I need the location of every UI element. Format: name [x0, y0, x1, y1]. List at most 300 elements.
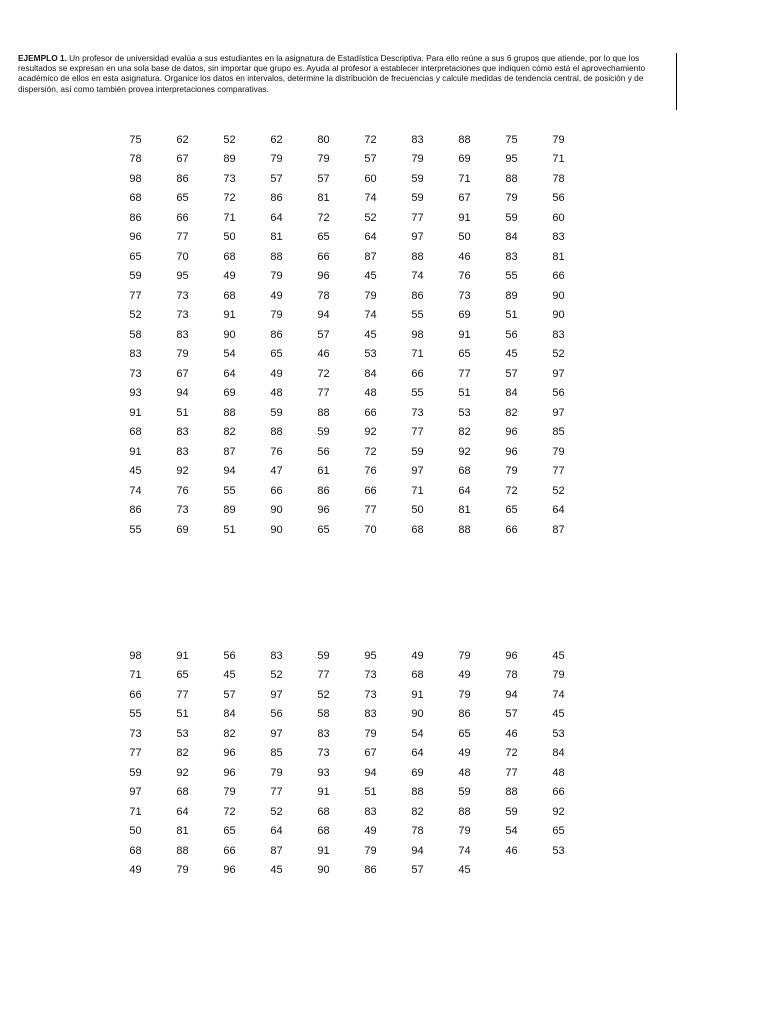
table-cell: 83: [364, 708, 377, 721]
table-cell: 88: [270, 426, 283, 439]
table-row: [112, 423, 582, 443]
table-cell: 96: [317, 504, 330, 517]
table-cell: 54: [505, 825, 518, 838]
table-cell: 88: [223, 406, 236, 419]
table-cell: 81: [270, 231, 283, 244]
table-cell: 71: [411, 348, 424, 361]
table-cell: 67: [176, 153, 189, 166]
table-cell: 91: [176, 649, 189, 662]
table-cell: 74: [364, 192, 377, 205]
table-cell: 91: [458, 211, 471, 224]
table-cell: 45: [505, 348, 518, 361]
table-cell: 72: [223, 805, 236, 818]
table-cell: 90: [270, 504, 283, 517]
table-cell: 53: [458, 406, 471, 419]
table-cell: 59: [129, 270, 142, 283]
table-cell: 57: [317, 172, 330, 185]
table-cell: 86: [270, 328, 283, 341]
table-cell: 94: [505, 688, 518, 701]
table-cell: 82: [223, 426, 236, 439]
table-cell: [535, 861, 582, 881]
table-cell: 72: [505, 484, 518, 497]
table-cell: 79: [505, 192, 518, 205]
table-row: [112, 724, 582, 744]
table-cell: 52: [129, 309, 142, 322]
table-cell: 56: [552, 192, 565, 205]
table-cell: 83: [176, 328, 189, 341]
table-cell: 97: [411, 231, 424, 244]
table-cell: 51: [176, 708, 189, 721]
table-cell: 45: [129, 465, 142, 478]
table-cell: 88: [317, 406, 330, 419]
table-cell: 52: [317, 688, 330, 701]
table-cell: 92: [552, 805, 565, 818]
table-cell: 91: [223, 309, 236, 322]
table-cell: 77: [458, 367, 471, 380]
table-cell: 52: [552, 348, 565, 361]
table-cell: 81: [552, 250, 565, 263]
table-row: [112, 841, 582, 861]
table-cell: 76: [458, 270, 471, 283]
table-cell: 93: [129, 387, 142, 400]
table-cell: 73: [364, 669, 377, 682]
table-cell: 77: [505, 766, 518, 779]
table-cell: 79: [411, 153, 424, 166]
table-cell: 89: [223, 504, 236, 517]
table-cell: 71: [458, 172, 471, 185]
table-cell: 87: [552, 523, 565, 536]
table-cell: 45: [552, 649, 565, 662]
table-cell: 70: [176, 250, 189, 263]
table-cell: 86: [317, 484, 330, 497]
table-cell: 74: [129, 484, 142, 497]
table-cell: 46: [505, 727, 518, 740]
table-cell: 74: [364, 309, 377, 322]
table-cell: 51: [364, 786, 377, 799]
table-cell: 78: [505, 669, 518, 682]
table-cell: 56: [223, 649, 236, 662]
table-cell: 90: [411, 708, 424, 721]
table-cell: 82: [505, 406, 518, 419]
table-cell: 48: [458, 766, 471, 779]
table-cell: 48: [552, 766, 565, 779]
table-cell: 83: [364, 805, 377, 818]
table-cell: 65: [317, 523, 330, 536]
table-cell: 76: [176, 484, 189, 497]
table-row: [112, 763, 582, 783]
table-cell: 77: [270, 786, 283, 799]
table-cell: 51: [223, 523, 236, 536]
table-cell: 67: [458, 192, 471, 205]
table-cell: 72: [505, 747, 518, 760]
table-cell: 78: [317, 289, 330, 302]
table-cell: 69: [458, 309, 471, 322]
table-cell: 54: [223, 348, 236, 361]
table-cell: 91: [129, 406, 142, 419]
exercise-text: Un profesor de universidad evalúa a sus estudiantes en la asignatura de Estadística Descriptiva. Para ello reúne a sus 6 grupos que atiende, por lo que los resultados se expresan en una sola base de datos, sin importar que grupo es. Ayuda al profesor a establecer interpretaciones que indiquen cómo está el aprovechamiento académico de ellos en esta asignatura. Organice los datos en intervalos, determine la distribución de frecuencias y calcule medidas de tendencia central, de posición y de dispersión, así como también provea interpretaciones comparativas.: [18, 53, 646, 94]
table-cell: 66: [505, 523, 518, 536]
table-cell: 66: [411, 367, 424, 380]
table-cell: 69: [223, 387, 236, 400]
table-cell: 51: [458, 387, 471, 400]
table-cell: 91: [129, 445, 142, 458]
table-cell: 96: [223, 864, 236, 877]
table-cell: 52: [223, 133, 236, 146]
table-cell: 64: [176, 805, 189, 818]
table-cell: 55: [129, 523, 142, 536]
table-cell: 76: [364, 465, 377, 478]
table-cell: 52: [364, 211, 377, 224]
table-cell: 73: [129, 367, 142, 380]
table-cell: 65: [176, 192, 189, 205]
table-row: [112, 208, 582, 228]
table-cell: 73: [129, 727, 142, 740]
table-cell: 83: [411, 133, 424, 146]
table-row: [112, 822, 582, 842]
table-row: [112, 228, 582, 248]
table-cell: 79: [364, 727, 377, 740]
table-cell: 57: [364, 153, 377, 166]
table-cell: 85: [552, 426, 565, 439]
table-cell: 84: [505, 387, 518, 400]
table-cell: 77: [176, 231, 189, 244]
table-row: [112, 646, 582, 666]
table-cell: 59: [411, 445, 424, 458]
table-cell: 88: [270, 250, 283, 263]
table-cell: 83: [129, 348, 142, 361]
table-cell: 57: [505, 367, 518, 380]
table-cell: 68: [129, 844, 142, 857]
table-cell: 73: [317, 747, 330, 760]
table-cell: 79: [364, 289, 377, 302]
table-cell: 45: [552, 708, 565, 721]
table-cell: 82: [458, 426, 471, 439]
table-cell: 97: [129, 786, 142, 799]
table-cell: 66: [129, 688, 142, 701]
table-row: [112, 384, 582, 404]
table-cell: 64: [270, 211, 283, 224]
table-cell: 76: [270, 445, 283, 458]
table-cell: 86: [364, 864, 377, 877]
table-cell: 66: [223, 844, 236, 857]
table-cell: 79: [364, 844, 377, 857]
table-cell: 88: [458, 805, 471, 818]
table-cell: 68: [458, 465, 471, 478]
table-row: [112, 501, 582, 521]
table-cell: 92: [364, 426, 377, 439]
table-cell: 65: [458, 727, 471, 740]
table-cell: 94: [317, 309, 330, 322]
table-cell: 66: [552, 270, 565, 283]
table-cell: 53: [552, 727, 565, 740]
table-cell: 55: [411, 387, 424, 400]
table-row: [112, 267, 582, 287]
table-cell: 77: [552, 465, 565, 478]
table-cell: 68: [223, 250, 236, 263]
scores-table-2: [112, 646, 582, 880]
table-cell: 81: [317, 192, 330, 205]
table-cell: 45: [270, 864, 283, 877]
table-cell: 59: [505, 805, 518, 818]
table-cell: 79: [270, 766, 283, 779]
table-cell: 94: [176, 387, 189, 400]
table-cell: 71: [223, 211, 236, 224]
table-cell: 49: [411, 649, 424, 662]
table-cell: 60: [552, 211, 565, 224]
table-cell: 53: [176, 727, 189, 740]
table-cell: 66: [270, 484, 283, 497]
table-row: [112, 520, 582, 540]
table-cell: 58: [317, 708, 330, 721]
table-cell: 91: [411, 688, 424, 701]
table-cell: 66: [317, 250, 330, 263]
table-cell: 83: [505, 250, 518, 263]
table-cell: 96: [129, 231, 142, 244]
table-cell: 90: [552, 309, 565, 322]
table-cell: 65: [317, 231, 330, 244]
table-cell: 52: [270, 669, 283, 682]
table-cell: 65: [458, 348, 471, 361]
table-cell: 73: [458, 289, 471, 302]
table-cell: 61: [317, 465, 330, 478]
table-row: [112, 705, 582, 725]
table-cell: 65: [552, 825, 565, 838]
table-cell: 83: [317, 727, 330, 740]
table-cell: 62: [176, 133, 189, 146]
table-row: [112, 403, 582, 423]
table-cell: 64: [364, 231, 377, 244]
table-cell: 82: [411, 805, 424, 818]
table-cell: 74: [411, 270, 424, 283]
scores-table-1: [112, 130, 582, 540]
table-cell: 86: [129, 211, 142, 224]
table-cell: 96: [317, 270, 330, 283]
table-cell: 94: [223, 465, 236, 478]
table-cell: 95: [364, 649, 377, 662]
table-cell: 90: [270, 523, 283, 536]
table-cell: 86: [411, 289, 424, 302]
table-cell: 80: [317, 133, 330, 146]
table-cell: 64: [270, 825, 283, 838]
table-cell: 66: [552, 786, 565, 799]
table-cell: 83: [176, 445, 189, 458]
table-cell: 95: [505, 153, 518, 166]
table-cell: 67: [364, 747, 377, 760]
table-cell: 72: [223, 192, 236, 205]
table-cell: 73: [223, 172, 236, 185]
table-cell: 59: [505, 211, 518, 224]
table-cell: 79: [176, 348, 189, 361]
table-cell: 49: [270, 289, 283, 302]
table-cell: 83: [176, 426, 189, 439]
table-cell: 77: [129, 289, 142, 302]
table-cell: 50: [129, 825, 142, 838]
table-cell: 96: [505, 445, 518, 458]
table-cell: 91: [458, 328, 471, 341]
exercise-statement: [18, 53, 676, 94]
table-cell: 87: [270, 844, 283, 857]
table-cell: 97: [411, 465, 424, 478]
table-cell: 79: [552, 669, 565, 682]
table-row: [112, 685, 582, 705]
table-cell: 98: [411, 328, 424, 341]
table-cell: 89: [223, 153, 236, 166]
table-cell: 97: [552, 406, 565, 419]
table-cell: 56: [270, 708, 283, 721]
table-cell: 82: [176, 747, 189, 760]
table-cell: 77: [317, 387, 330, 400]
table-cell: 71: [552, 153, 565, 166]
table-cell: 83: [270, 649, 283, 662]
table-cell: 65: [270, 348, 283, 361]
table-cell: 50: [411, 504, 424, 517]
table-cell: 98: [129, 649, 142, 662]
table-cell: 78: [411, 825, 424, 838]
table-cell: 64: [411, 747, 424, 760]
table-cell: 84: [223, 708, 236, 721]
table-cell: 84: [364, 367, 377, 380]
table-cell: 45: [223, 669, 236, 682]
table-cell: 49: [458, 747, 471, 760]
table-cell: 46: [505, 844, 518, 857]
table-cell: 59: [270, 406, 283, 419]
table-cell: 68: [129, 192, 142, 205]
table-cell: 92: [458, 445, 471, 458]
table-cell: 46: [317, 348, 330, 361]
table-row: [112, 462, 582, 482]
table-cell: 71: [129, 669, 142, 682]
table-cell: 53: [552, 844, 565, 857]
table-cell: 98: [129, 172, 142, 185]
table-cell: 86: [270, 192, 283, 205]
table-cell: [488, 861, 535, 881]
table-cell: 79: [223, 786, 236, 799]
table-cell: 68: [223, 289, 236, 302]
table-cell: 49: [129, 864, 142, 877]
table-cell: 56: [552, 387, 565, 400]
table-cell: 59: [411, 172, 424, 185]
table-cell: 62: [270, 133, 283, 146]
table-cell: 73: [364, 688, 377, 701]
table-cell: 77: [129, 747, 142, 760]
table-cell: 52: [270, 805, 283, 818]
table-cell: 88: [458, 523, 471, 536]
table-row: [112, 861, 582, 881]
table-cell: 79: [458, 825, 471, 838]
table-row: [112, 345, 582, 365]
table-row: [112, 286, 582, 306]
table-cell: 77: [364, 504, 377, 517]
table-cell: 73: [411, 406, 424, 419]
table-cell: 68: [129, 426, 142, 439]
table-row: [112, 442, 582, 462]
vertical-rule: [676, 53, 677, 110]
table-cell: 69: [411, 766, 424, 779]
table-cell: 53: [364, 348, 377, 361]
table-cell: 57: [505, 708, 518, 721]
table-cell: 96: [223, 747, 236, 760]
exercise-label: EJEMPLO 1.: [18, 53, 67, 63]
table-cell: 49: [364, 825, 377, 838]
table-cell: 60: [364, 172, 377, 185]
table-cell: 57: [223, 688, 236, 701]
table-cell: 84: [552, 747, 565, 760]
table-row: [112, 481, 582, 501]
table-cell: 75: [129, 133, 142, 146]
table-cell: 64: [552, 504, 565, 517]
table-cell: 68: [317, 805, 330, 818]
table-cell: 91: [317, 844, 330, 857]
table-cell: 72: [364, 133, 377, 146]
table-cell: 83: [552, 328, 565, 341]
table-row: [112, 169, 582, 189]
table-cell: 90: [223, 328, 236, 341]
table-cell: 59: [129, 766, 142, 779]
table-cell: 86: [129, 504, 142, 517]
table-cell: 77: [317, 669, 330, 682]
table-cell: 73: [176, 289, 189, 302]
table-cell: 64: [223, 367, 236, 380]
table-cell: 70: [364, 523, 377, 536]
table-cell: 55: [505, 270, 518, 283]
table-cell: 97: [270, 727, 283, 740]
table-cell: 72: [317, 367, 330, 380]
table-cell: 79: [270, 309, 283, 322]
table-row: [112, 364, 582, 384]
table-cell: 49: [270, 367, 283, 380]
table-cell: 95: [176, 270, 189, 283]
table-cell: 47: [270, 465, 283, 478]
table-cell: 66: [176, 211, 189, 224]
table-cell: 74: [552, 688, 565, 701]
table-cell: 88: [411, 786, 424, 799]
table-cell: 77: [176, 688, 189, 701]
table-cell: 89: [505, 289, 518, 302]
table-cell: 88: [505, 172, 518, 185]
table-cell: 72: [317, 211, 330, 224]
table-cell: 87: [364, 250, 377, 263]
table-row: [112, 247, 582, 267]
table-cell: 65: [505, 504, 518, 517]
table-cell: 96: [505, 649, 518, 662]
table-cell: 54: [411, 727, 424, 740]
table-cell: 65: [223, 825, 236, 838]
table-row: [112, 666, 582, 686]
table-cell: 48: [364, 387, 377, 400]
table-cell: 81: [176, 825, 189, 838]
table-cell: 79: [458, 649, 471, 662]
table-cell: 88: [411, 250, 424, 263]
table-cell: 86: [176, 172, 189, 185]
table-cell: 84: [505, 231, 518, 244]
table-cell: 50: [223, 231, 236, 244]
table-cell: 79: [505, 465, 518, 478]
table-cell: 87: [223, 445, 236, 458]
table-cell: 88: [176, 844, 189, 857]
table-cell: 91: [317, 786, 330, 799]
table-cell: 92: [176, 465, 189, 478]
table-cell: 51: [505, 309, 518, 322]
table-cell: 96: [223, 766, 236, 779]
table-cell: 79: [270, 270, 283, 283]
table-cell: 94: [411, 844, 424, 857]
table-cell: 49: [458, 669, 471, 682]
table-cell: 68: [411, 523, 424, 536]
table-row: [112, 783, 582, 803]
table-cell: 71: [411, 484, 424, 497]
table-cell: 68: [411, 669, 424, 682]
table-cell: 57: [411, 864, 424, 877]
